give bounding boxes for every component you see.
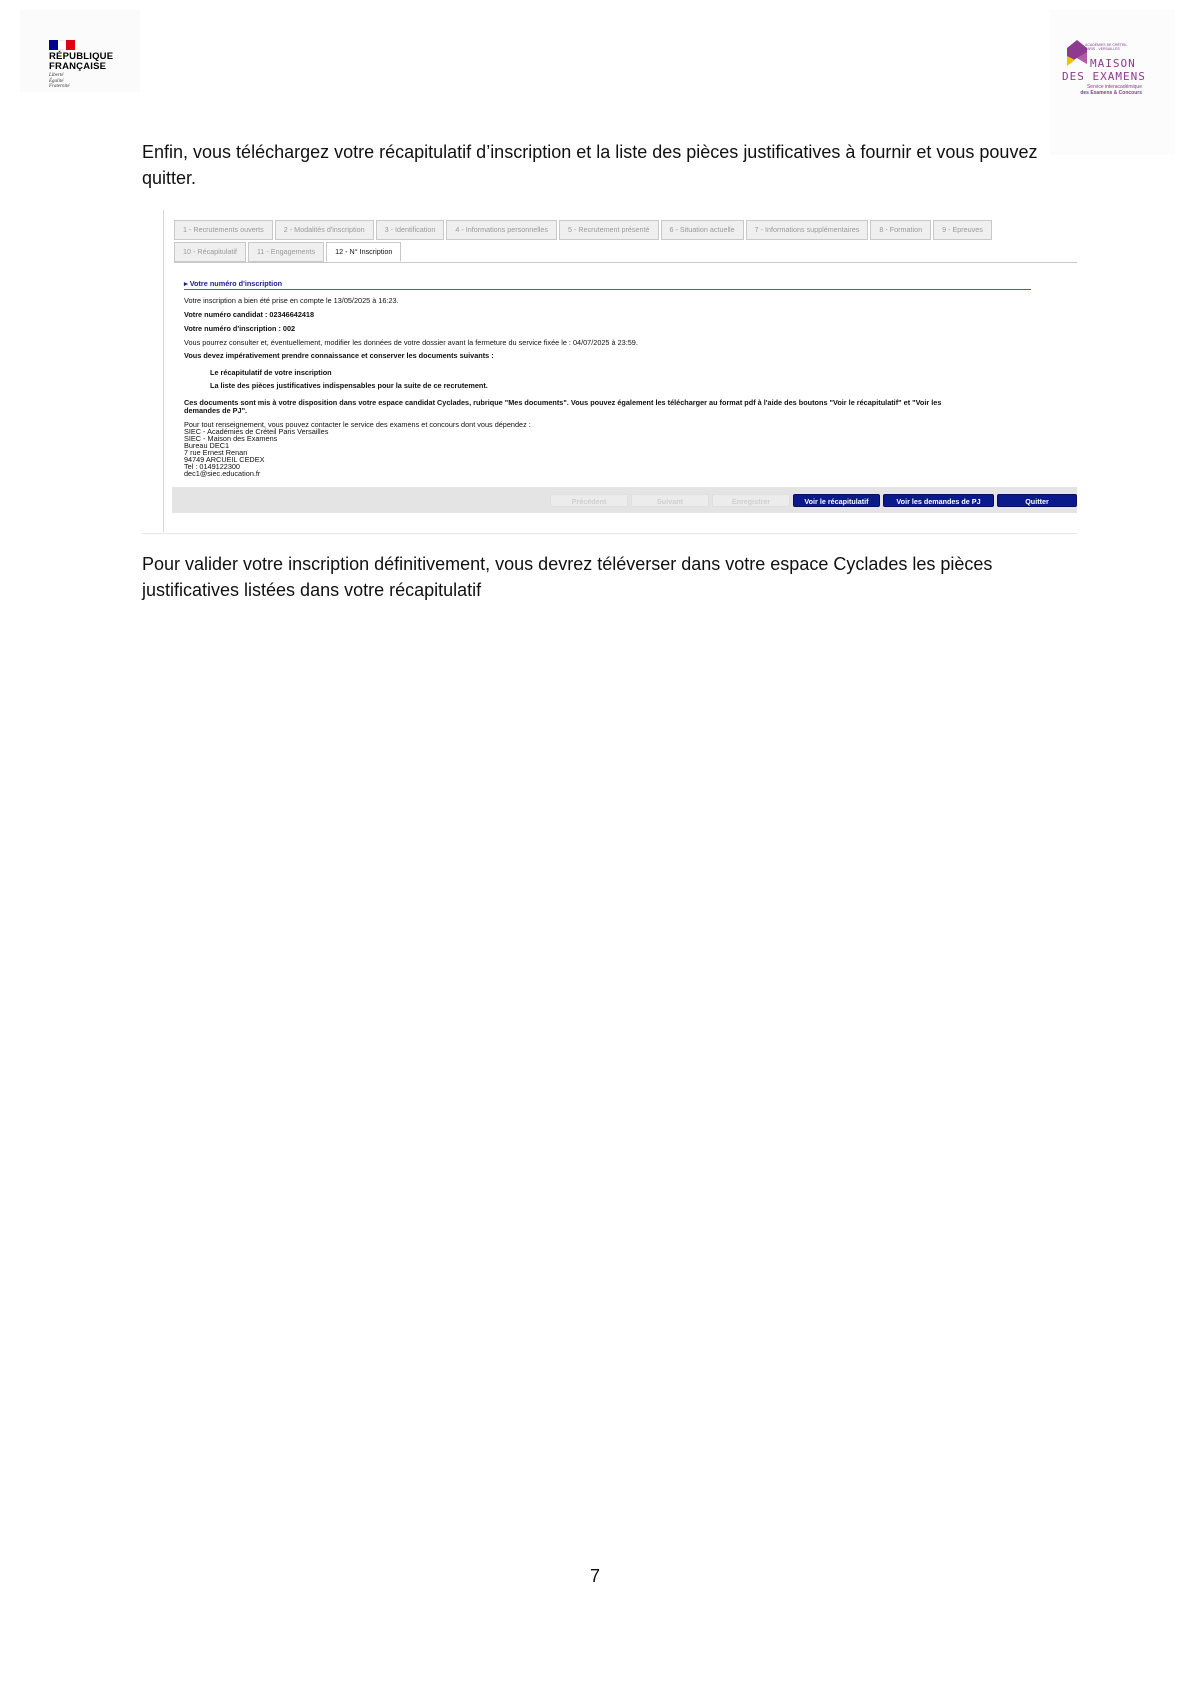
- contact-email[interactable]: dec1@siec.education.fr: [184, 469, 261, 478]
- tab-modalites-inscription[interactable]: 2 - Modalités d'inscription: [275, 220, 374, 240]
- screenshot-left-border: [163, 210, 164, 532]
- bullet-arrow-icon: ▸: [184, 279, 190, 288]
- wizard-tabs: [174, 220, 1079, 264]
- next-button[interactable]: Suivant: [631, 494, 709, 507]
- tab-engagements[interactable]: 11 - Engagements: [248, 242, 324, 262]
- intro-paragraph: Enfin, vous téléchargez votre récapitulatif d’inscription et la liste des pièces justificatives à fournir et vous pouvez quitter.: [142, 142, 1038, 188]
- contact-line: SIEC - Maison des Examens: [184, 434, 278, 443]
- validation-paragraph: Pour valider votre inscription définitivement, vous devrez téléverser dans votre espace Cyclades les pièces justificatives listées dans votre récapitulatif: [142, 554, 993, 600]
- contact-line: SIEC - Académies de Créteil Paris Versailles: [184, 427, 329, 436]
- tab-formation[interactable]: 8 - Formation: [870, 220, 931, 240]
- tab-recapitulatif[interactable]: 10 - Récapitulatif: [174, 242, 246, 262]
- logo-name-line1: MAISON: [1090, 57, 1136, 70]
- tab-situation-actuelle[interactable]: 6 - Situation actuelle: [661, 220, 744, 240]
- tab-informations-supplementaires[interactable]: 7 - Informations supplémentaires: [746, 220, 869, 240]
- heading-rule: [184, 289, 1031, 290]
- logo-small-text: ACADÉMIES DE CRÉTEIL PARIS - VERSAILLES: [1085, 43, 1128, 51]
- tab-row-2: [174, 242, 1079, 262]
- inscription-number: Votre numéro d'inscription : 002: [184, 324, 296, 333]
- quit-button[interactable]: Quitter: [997, 494, 1077, 507]
- view-pj-requests-button[interactable]: Voir les demandes de PJ: [883, 494, 994, 507]
- screenshot-bottom-border: [142, 533, 1077, 534]
- contact-line: 7 rue Ernest Renan: [184, 448, 248, 457]
- logo-subtitle: Service interacadémique des Examens & Concours: [1080, 84, 1142, 96]
- tab-informations-personnelles[interactable]: 4 - Informations personnelles: [446, 220, 557, 240]
- documents-info-line1: Ces documents sont mis à votre disposition dans votre espace candidat Cyclades, rubrique "Mes documents". Vous pouvez également les télécharger au format pdf à l'aide des boutons "Voir le récapitulatif" et "Voir les: [184, 398, 942, 407]
- tab-row-1: [174, 220, 1079, 240]
- previous-button[interactable]: Précédent: [550, 494, 628, 507]
- french-flag-icon: [49, 40, 75, 50]
- tab-numero-inscription[interactable]: 12 - N° Inscription: [326, 242, 401, 262]
- logo-motto: Liberté Égalité Fraternité: [49, 73, 70, 89]
- view-recap-button[interactable]: Voir le récapitulatif: [793, 494, 880, 507]
- confirmation-line: Votre inscription a bien été prise en compte le 13/05/2025 à 16:23.: [184, 296, 399, 305]
- document-recapitulatif: Le récapitulatif de votre inscription: [210, 368, 332, 377]
- logo-title: RÉPUBLIQUE FRANÇAISE: [49, 51, 114, 72]
- republique-francaise-logo: [20, 10, 140, 92]
- deadline-line: Vous pourrez consulter et, éventuellement, modifier les données de votre dossier avant la fermeture du service fixée le : 04/07/2025 à 23:59.: [184, 338, 638, 347]
- contact-line: 94749 ARCUEIL CEDEX: [184, 455, 265, 464]
- tab-recrutements-ouverts[interactable]: 1 - Recrutements ouverts: [174, 220, 273, 240]
- contact-phone: Tel : 0149122300: [184, 462, 240, 471]
- tab-epreuves[interactable]: 9 - Epreuves: [933, 220, 992, 240]
- maison-des-examens-logo: [1050, 10, 1175, 155]
- tab-underline: [174, 262, 1077, 263]
- logo-name-line2: DES EXAMENS: [1062, 70, 1146, 83]
- tab-recrutement-presente[interactable]: 5 - Recrutement présenté: [559, 220, 659, 240]
- candidate-number: Votre numéro candidat : 02346642418: [184, 310, 315, 319]
- documents-intro: Vous devez impérativement prendre connaissance et conserver les documents suivants :: [184, 351, 494, 360]
- document-pieces-justificatives: La liste des pièces justificatives indispensables pour la suite de ce recrutement.: [210, 381, 488, 390]
- documents-info-line2: demandes de PJ".: [184, 406, 248, 415]
- save-button[interactable]: Enregistrer: [712, 494, 790, 507]
- page-number: 7: [589, 1566, 600, 1586]
- screenshot-button-bar: [172, 487, 1077, 513]
- contact-line: Bureau DEC1: [184, 441, 230, 450]
- tab-identification[interactable]: 3 - Identification: [376, 220, 445, 240]
- contact-intro: Pour tout renseignement, vous pouvez contacter le service des examens et concours dont vous dépendez :: [184, 420, 531, 429]
- section-heading: ▸ Votre numéro d'inscription: [184, 279, 283, 288]
